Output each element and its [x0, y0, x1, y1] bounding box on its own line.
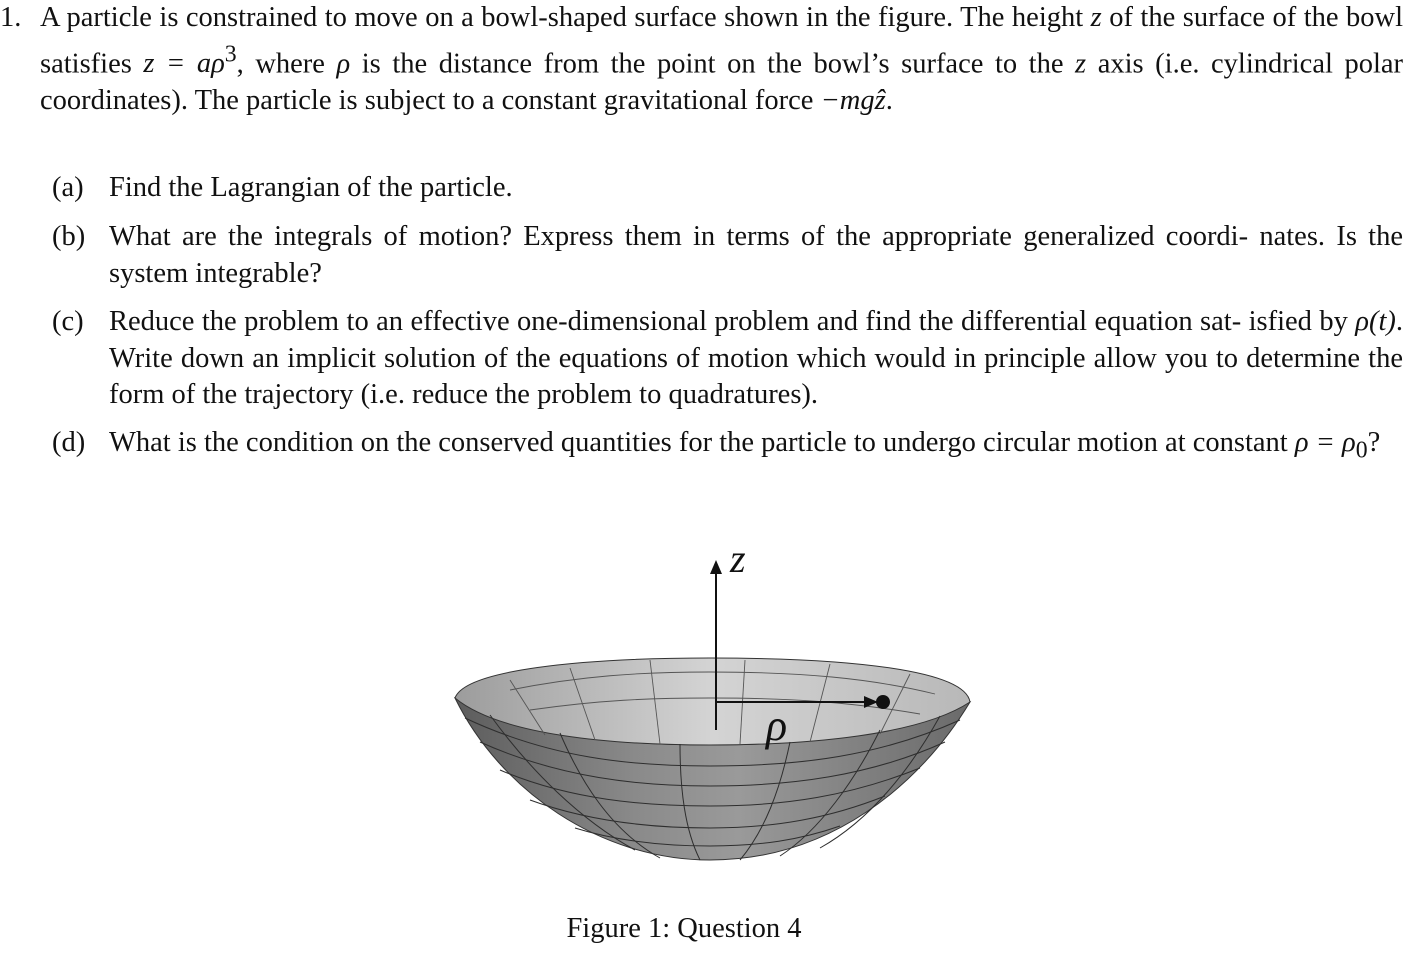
bowl-figure	[380, 530, 1000, 890]
z-axis-label: z	[730, 536, 746, 581]
problem-statement: A particle is constrained to move on a bowl-shaped surface shown in the figure. The height z of the surface of the bowl satisfies $z = a\rho^3$, where ρ is the distance from the point on the bowl’s surface to the z axis (i.e. cylindrical polar coordinates). The particle is subject to a constant gravitational force −mgẑ.	[40, 2, 1404, 116]
particle-dot	[876, 695, 890, 709]
figure-caption: Figure 1: Question 4	[566, 913, 802, 944]
z-axis-arrowhead	[710, 560, 722, 574]
surface-equation: $z = a\rho^3$	[143, 41, 237, 79]
gravity-force: −mgẑ	[820, 84, 886, 116]
rho-label: ρ	[766, 701, 788, 750]
problem-number: 1.	[0, 2, 22, 33]
